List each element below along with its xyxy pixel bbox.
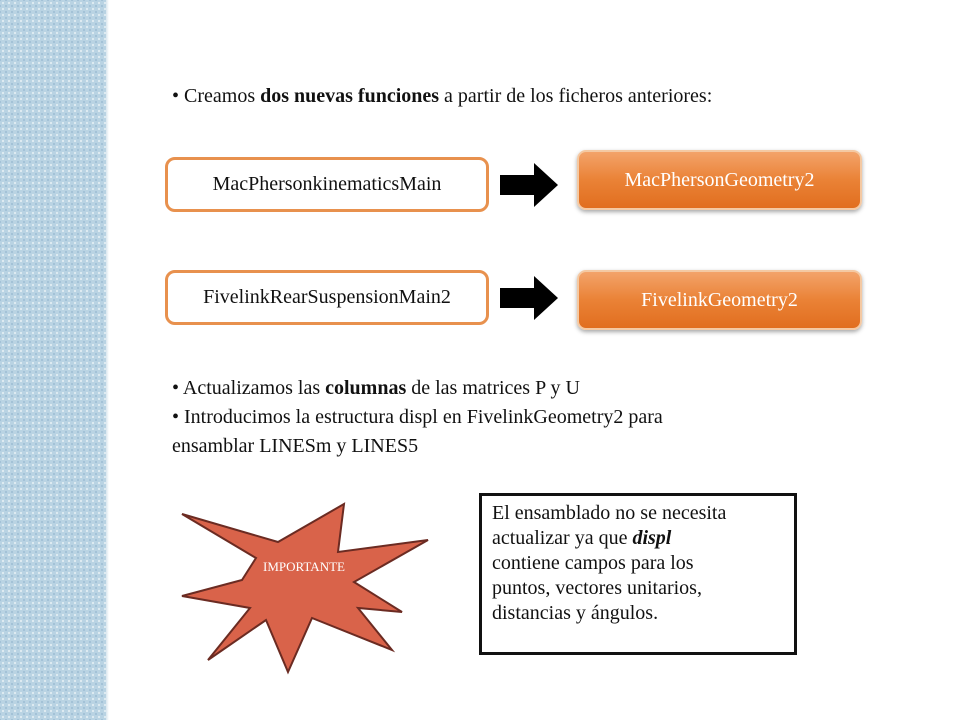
target-box-macpherson [577, 150, 862, 210]
source-box-fivelink [165, 270, 489, 325]
bullet-new-functions [172, 84, 712, 108]
note-line [492, 526, 784, 551]
target-box-fivelink [577, 270, 862, 330]
bullet-continuation [172, 434, 418, 458]
important-label: IMPORTANTE [263, 559, 345, 574]
note-line: puntos, vectores unitarios, [492, 577, 702, 599]
source-box-macpherson [165, 157, 489, 212]
note-line: El ensamblado no se necesita [492, 502, 727, 524]
note-text: actualizar ya que [492, 527, 633, 549]
decorative-sidebar [0, 0, 106, 720]
note-box [479, 493, 797, 655]
bullet-text: Creamos [184, 85, 261, 107]
bullet-update-columns [172, 376, 580, 400]
bullet-text: de las matrices P y U [406, 377, 580, 399]
bullet-bold-text: dos nuevas funciones [260, 85, 440, 107]
target-label: FivelinkGeometry2 [641, 288, 798, 311]
sidebar-edge [106, 0, 109, 720]
bullet-text: Introducimos la estructura displ en FivelinkGeometry2 para [184, 406, 663, 428]
important-starburst [178, 500, 430, 680]
bullet-bold-text: columnas [325, 377, 407, 399]
arrow-right-icon [500, 163, 558, 207]
bullet-dot: • [172, 406, 180, 428]
note-line: contiene campos para los [492, 552, 694, 574]
bullet-text: a partir de los ficheros anteriores: [439, 85, 713, 107]
source-label: FivelinkRearSuspensionMain2 [203, 286, 451, 308]
bullet-text: ensamblar LINESm y LINES5 [172, 435, 419, 457]
note-italic-term: displ [632, 527, 672, 549]
target-label: MacPhersonGeometry2 [624, 168, 815, 191]
bullet-dot: • [172, 85, 180, 107]
bullet-text: Actualizamos las [182, 377, 326, 399]
note-line: distancias y ángulos. [492, 602, 659, 624]
source-label: MacPhersonkinematicsMain [212, 173, 442, 195]
bullet-displ-structure [172, 405, 663, 429]
arrow-right-icon [500, 276, 558, 320]
bullet-dot: • [172, 377, 180, 399]
